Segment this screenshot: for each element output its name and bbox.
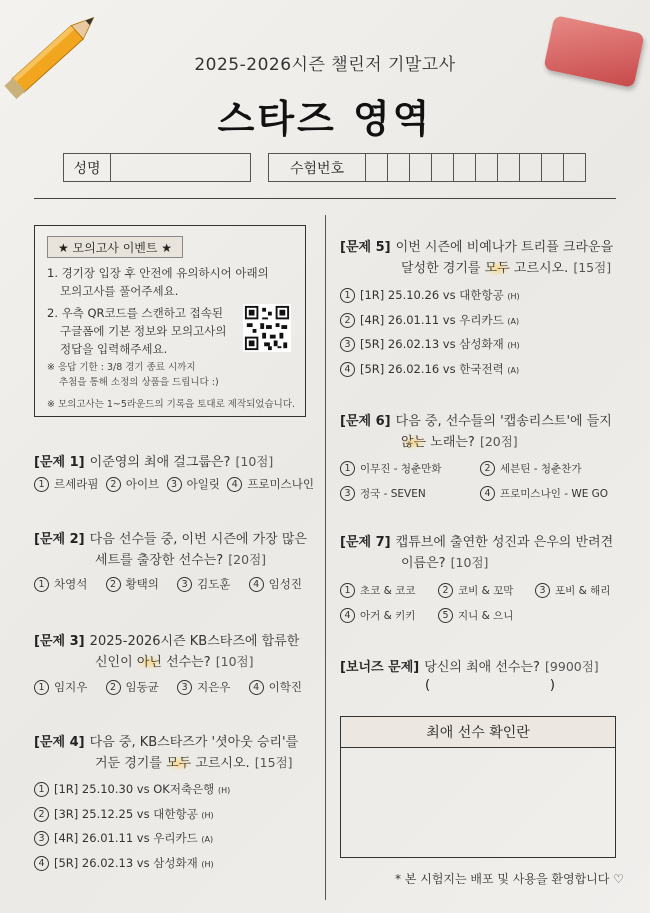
option[interactable]	[249, 575, 302, 593]
bonus-paren-close: )	[549, 678, 555, 693]
option[interactable]	[34, 475, 98, 493]
q5-points: [15점]	[573, 260, 612, 275]
option[interactable]	[34, 852, 230, 877]
option[interactable]	[167, 475, 220, 493]
exam-number-cell[interactable]	[520, 154, 542, 181]
q6-options	[340, 456, 620, 506]
option[interactable]	[340, 603, 438, 628]
option[interactable]	[480, 456, 581, 481]
option-tag: (A)	[507, 365, 520, 375]
q3-emphasis: 아닌	[136, 655, 162, 670]
favorite-player-box-area[interactable]	[341, 748, 615, 856]
option-number: 3	[340, 486, 355, 501]
q3-options	[34, 678, 302, 696]
question-1	[34, 451, 273, 472]
q3-text: 신인이	[95, 655, 137, 670]
option[interactable]	[106, 475, 159, 493]
option-text: 황택의	[125, 577, 159, 591]
q2-label: [문제 2]	[34, 532, 85, 547]
name-label: 성명	[64, 154, 111, 181]
option[interactable]	[249, 678, 302, 696]
option-text: 이학진	[268, 680, 302, 694]
event-text: 2. 우측 QR코드를 스캔하고 접속된	[47, 306, 223, 320]
option-number: 2	[438, 583, 453, 598]
event-item-2	[47, 304, 227, 358]
option-text: 포비 & 해리	[555, 585, 611, 597]
option[interactable]	[340, 481, 480, 506]
option-number: 1	[340, 583, 355, 598]
option-number: 2	[106, 477, 121, 492]
option[interactable]	[34, 678, 87, 696]
option-number: 1	[34, 577, 49, 592]
q5-label: [문제 5]	[340, 240, 391, 255]
option-text: 프로미스나인 - WE GO	[500, 488, 609, 500]
option-number: 4	[227, 477, 242, 492]
option-number: 2	[480, 461, 495, 476]
question-3	[34, 630, 299, 672]
event-note-deadline	[47, 360, 219, 390]
option-text: 프로미스나인	[247, 477, 314, 491]
option-number: 2	[106, 680, 121, 695]
exam-number-cell[interactable]	[498, 154, 520, 181]
q4-emphasis: 모두	[166, 756, 192, 771]
option-text: [4R] 26.01.11 vs 우리카드	[360, 312, 504, 327]
option[interactable]	[34, 803, 230, 828]
option-number: 3	[167, 477, 182, 492]
q7-options	[340, 578, 620, 628]
question-2	[34, 528, 307, 570]
option[interactable]	[340, 456, 480, 481]
option[interactable]	[34, 778, 230, 803]
option-number: 4	[249, 577, 264, 592]
option[interactable]	[340, 309, 520, 334]
option-text: [1R] 25.10.30 vs OK저축은행	[54, 782, 215, 796]
option-text: [5R] 26.02.13 vs 삼성화재	[360, 337, 504, 351]
option[interactable]	[34, 827, 230, 852]
option-number: 5	[438, 608, 453, 623]
q6-label: [문제 6]	[340, 414, 391, 429]
exam-number-cell[interactable]	[432, 154, 454, 181]
option-tag: (H)	[217, 786, 231, 795]
exam-number-cell[interactable]	[542, 154, 564, 181]
option-number: 4	[480, 486, 495, 501]
q7-points: [10점]	[450, 555, 489, 570]
option[interactable]	[106, 678, 159, 696]
q2-points: [20점]	[228, 552, 267, 567]
option-text: 세븐틴 - 청춘찬가	[500, 463, 582, 475]
option-number: 3	[177, 577, 192, 592]
q3-label: [문제 3]	[34, 634, 85, 649]
option-text: 차영석	[54, 577, 88, 591]
q4-options	[34, 778, 230, 876]
bonus-paren-open: (	[425, 678, 431, 693]
option-tag: (H)	[201, 810, 214, 820]
exam-number-label: 수험번호	[269, 154, 366, 181]
option-number: 2	[106, 577, 121, 592]
name-input[interactable]	[111, 154, 250, 181]
q3-text: 선수는?	[161, 655, 211, 670]
event-note-source: ※ 모의고사는 1~5라운드의 기록을 토대로 제작되었습니다.	[47, 399, 296, 410]
bonus-text: 당신의 최애 선수는?	[424, 660, 540, 675]
option[interactable]	[227, 475, 314, 493]
q1-options	[34, 475, 314, 493]
bonus-question	[340, 656, 599, 677]
option-number: 1	[34, 477, 49, 492]
exam-number-cell[interactable]	[410, 154, 432, 181]
q4-text: 거둔 경기를	[95, 756, 167, 771]
event-text: 모의고사를 풀어주세요.	[60, 284, 179, 298]
q3-points: [10점]	[215, 654, 254, 669]
option-text: 임동균	[125, 680, 159, 694]
option-text: 지은우	[197, 680, 231, 694]
q5-text: 이번 시즌에 비예나가 트리플 크라운을	[395, 240, 614, 255]
q5-options	[340, 284, 520, 382]
option-number: 4	[340, 362, 355, 377]
event-title: ★ 모의고사 이벤트 ★	[47, 236, 183, 258]
q5-text: 고르시오.	[509, 261, 569, 276]
option-number: 2	[34, 807, 49, 822]
q7-text: 이름은?	[401, 556, 446, 571]
q4-points: [15점]	[254, 755, 293, 770]
q1-label: [문제 1]	[34, 455, 85, 470]
option-text: 이무진 - 청춘만화	[360, 463, 442, 475]
option-text: 지니 & 으니	[458, 610, 514, 622]
bonus-points: [9900점]	[545, 659, 599, 674]
event-note-text: 추첨을 통해 소정의 상품을 드립니다 :)	[59, 377, 219, 388]
q6-emphasis: 않는	[401, 435, 427, 450]
question-6	[340, 410, 612, 452]
option-text: 코비 & 꼬막	[458, 585, 514, 597]
event-text: 1. 경기장 입장 후 안전에 유의하시어 아래의	[47, 266, 269, 280]
q5-text: 달성한 경기를	[401, 261, 485, 276]
option-tag: (A)	[201, 835, 214, 844]
exam-number-cell[interactable]	[366, 154, 388, 181]
option-number: 1	[340, 461, 355, 476]
option-number: 3	[340, 337, 355, 352]
exam-number-cell[interactable]	[564, 154, 585, 181]
option[interactable]	[340, 578, 438, 603]
q2-text: 세트를 출장한 선수는?	[95, 553, 224, 568]
q7-text: 캡튜브에 출연한 성진과 은우의 반려견	[395, 535, 614, 550]
question-7	[340, 531, 613, 573]
option[interactable]	[438, 603, 513, 628]
option-text: [4R] 26.01.11 vs 우리카드	[54, 831, 198, 845]
option-tag: (H)	[507, 341, 520, 350]
option[interactable]	[177, 575, 230, 593]
exam-number-cell[interactable]	[454, 154, 476, 181]
option-text: 임지우	[54, 680, 88, 694]
header-divider	[34, 198, 616, 199]
option-number: 4	[340, 608, 355, 623]
option-tag: (H)	[201, 859, 214, 869]
exam-title: 스타즈 영역	[217, 97, 433, 141]
option-tag: (A)	[507, 316, 520, 326]
event-text: 정답을 입력해주세요.	[60, 342, 168, 356]
event-text: 구글폼에 기본 정보와 모의고사의	[60, 324, 227, 338]
name-field[interactable]	[63, 153, 251, 182]
q4-text: 다음 중, KB스타즈가 '셧아웃 승리'를	[89, 735, 299, 750]
event-item-1	[47, 264, 269, 300]
option-text: [1R] 25.10.26 vs 대한항공	[360, 288, 504, 302]
footer-note: * 본 시험지는 배포 및 사용을 환영합니다 ♡	[395, 872, 624, 886]
event-box	[34, 225, 306, 417]
option-number: 2	[340, 313, 355, 328]
favorite-player-box-title: 최애 선수 확인란	[341, 717, 615, 748]
option-text: 김도훈	[197, 577, 231, 591]
option-text: 아거 & 키키	[360, 610, 416, 622]
exam-number-cell[interactable]	[476, 154, 498, 181]
option-number: 3	[177, 680, 192, 695]
column-divider	[325, 215, 326, 900]
favorite-player-box	[340, 716, 616, 858]
question-4	[34, 731, 298, 773]
option[interactable]	[340, 284, 520, 309]
option[interactable]	[535, 578, 610, 603]
option-text: 정국 - SEVEN	[360, 488, 426, 500]
option-text: [5R] 26.02.13 vs 삼성화재	[54, 855, 198, 870]
option-text: 아이브	[125, 477, 160, 491]
event-note-text: ※ 응답 기한 : 3/8 경기 종료 시까지	[47, 362, 196, 373]
q3-text: 2025-2026시즌 KB스타즈에 합류한	[89, 634, 300, 649]
q6-text: 노래는?	[426, 435, 475, 450]
question-5	[340, 236, 613, 278]
option[interactable]	[177, 678, 230, 696]
option[interactable]	[34, 575, 87, 593]
option-text: [3R] 25.12.25 vs 대한항공	[54, 806, 198, 821]
q1-text: 이준영의 최애 걸그룹은?	[89, 455, 231, 470]
q2-text: 다음 선수들 중, 이번 시즌에 가장 많은	[89, 532, 307, 547]
option-number: 1	[34, 782, 49, 797]
option-text: [5R] 26.02.16 vs 한국전력	[360, 361, 504, 376]
qr-code-icon[interactable]	[243, 304, 291, 352]
option[interactable]	[340, 358, 520, 383]
option-number: 1	[34, 680, 49, 695]
option-text: 르세라핌	[54, 477, 99, 491]
q4-label: [문제 4]	[34, 735, 85, 750]
option[interactable]	[106, 575, 159, 593]
q6-points: [20점]	[479, 434, 518, 449]
q1-points: [10점]	[235, 454, 274, 469]
option[interactable]	[480, 481, 608, 506]
q7-label: [문제 7]	[340, 535, 391, 550]
q6-text: 다음 중, 선수들의 '캡송리스트'에 들지	[395, 414, 612, 429]
option-text: 초코 & 코코	[360, 585, 416, 597]
bonus-answer-field[interactable]	[425, 678, 555, 693]
option-text: 임성진	[268, 577, 302, 591]
q2-options	[34, 575, 302, 593]
bonus-label: [보너즈 문제]	[340, 660, 420, 675]
option-number: 3	[535, 583, 550, 598]
option-number: 4	[249, 680, 264, 695]
exam-number-field[interactable]	[268, 153, 586, 182]
q4-text: 고르시오.	[191, 756, 250, 771]
option-number: 4	[34, 856, 49, 871]
q5-emphasis: 모두	[484, 261, 510, 276]
option-tag: (H)	[507, 292, 520, 301]
option-number: 1	[340, 288, 355, 303]
exam-subtitle: 2025-2026시즌 챌린저 기말고사	[194, 55, 456, 75]
option[interactable]	[438, 578, 535, 603]
option-number: 3	[34, 831, 49, 846]
exam-number-cell[interactable]	[388, 154, 410, 181]
option-text: 아일릿	[186, 477, 220, 491]
option[interactable]	[340, 333, 520, 358]
